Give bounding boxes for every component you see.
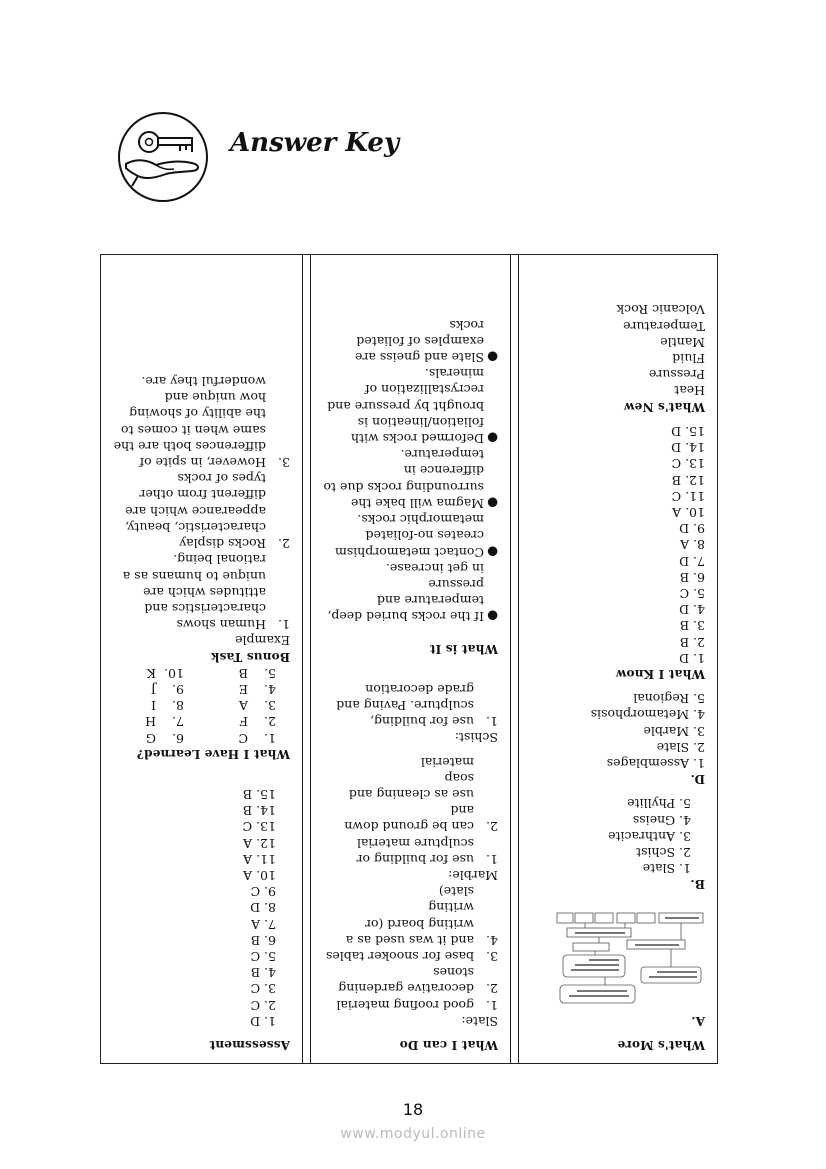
- list-item: Mantle: [660, 334, 705, 350]
- section-a-label: A.: [691, 1013, 705, 1028]
- list-item: 5. C: [250, 948, 276, 964]
- list-item: 2. Schist: [636, 844, 691, 860]
- assessment-heading: Assessment: [209, 1038, 290, 1052]
- what-i-know-heading: What I Know: [615, 666, 705, 681]
- list-item: ● Contact metamorphism creates no-foliated metamorphic rocks.: [334, 512, 498, 560]
- page-number: 18: [402, 1100, 424, 1119]
- column-assessment: [101, 255, 302, 1063]
- list-item: 7. D: [679, 553, 705, 569]
- list-item: 8. D: [250, 900, 276, 916]
- list-item: 1. Assemblages: [606, 755, 705, 771]
- list-item: 11. A: [243, 851, 276, 867]
- list-item: 10. A: [243, 867, 276, 883]
- list-item: 5. Phyllite: [627, 796, 691, 812]
- list-item: 6. B: [679, 569, 705, 585]
- list-item: 4. D: [679, 602, 705, 618]
- list-item: Pressure: [648, 367, 705, 383]
- key-hand-icon: [116, 110, 210, 204]
- marble-label: Marble:: [448, 867, 498, 883]
- watermark: www.modyul.online: [340, 1126, 486, 1142]
- list-item: Volcanic Rock: [616, 302, 705, 318]
- slate-label: Slate:: [461, 1013, 498, 1029]
- list-item: 14. B: [242, 803, 276, 819]
- list-item: 1. Slate: [642, 861, 691, 877]
- list-item: ● Slate and gneiss are examples of foliated rocks: [355, 317, 498, 366]
- bonus-task-heading: Bonus Task: [210, 649, 290, 664]
- list-item: 2. can be ground down and use as cleaning and soap material: [344, 754, 498, 835]
- list-item: ● Deformed rocks with foliation/lineation is brought by pressure and recrystallization of minerals.: [327, 366, 498, 447]
- list-item: Fluid: [672, 351, 705, 367]
- answer-key-table: [100, 254, 718, 1064]
- list-item: 1. use for building, sculpture. Paving and grade decoration: [336, 681, 498, 730]
- list-item: 15. D: [671, 423, 705, 439]
- list-item: 4. Metamorphosis: [590, 707, 705, 723]
- list-item: 3. C: [250, 981, 276, 997]
- list-item: 4. B: [250, 965, 276, 981]
- list-item: 4. Gneiss: [632, 812, 691, 828]
- list-item: 11. C: [671, 488, 705, 504]
- table-row: 5. B 10. K: [146, 665, 276, 681]
- list-item: 3. Anthracite: [608, 828, 691, 844]
- whats-new-heading: What's New: [623, 399, 705, 414]
- section-b-label: B.: [690, 877, 705, 892]
- list-item: 12. A: [243, 835, 276, 851]
- what-i-can-do-heading: What I can Do: [399, 1038, 498, 1052]
- list-item: 13. C: [671, 456, 705, 472]
- section-d-label: D.: [690, 772, 705, 787]
- list-item: 3. Marble: [643, 723, 705, 739]
- list-item: 10. A: [672, 504, 705, 520]
- list-item: 2. Rocks display characteristic, beauty, appearance which are different from other types of rocks: [124, 471, 290, 552]
- list-item: ● Magma will bake the surrounding rocks due to difference in temperature.: [323, 447, 498, 511]
- list-item: 3. base for snooker tables: [325, 948, 498, 964]
- list-item: 2. C: [250, 997, 276, 1013]
- column-whats-more: [517, 255, 717, 1063]
- list-item: 1. D: [679, 650, 705, 666]
- list-item: 5. Regional: [633, 691, 705, 707]
- list-item: 1. use for building or sculpture material: [356, 835, 498, 867]
- column-what-i-can-do: [309, 255, 510, 1063]
- list-item: 2. decorative gardening stones: [338, 965, 498, 997]
- list-item: 9. C: [250, 884, 276, 900]
- list-item: 1. D: [250, 1013, 276, 1029]
- list-item: 1. good roofing material: [336, 997, 498, 1013]
- list-item: 9. D: [679, 521, 705, 537]
- list-item: 2. B: [679, 634, 705, 650]
- list-item: 3. B: [679, 618, 705, 634]
- what-i-have-learned-heading: What I Have Learned?: [136, 746, 290, 761]
- list-item: 5. C: [679, 585, 705, 601]
- list-item: 3. However, in spite of differences both are the same when it comes to the ability of showing how unique and wonderful they are.: [113, 374, 290, 471]
- list-item: 13. C: [242, 819, 276, 835]
- table-row: 4. E 9. J: [150, 681, 276, 697]
- list-item: 1. Human shows characteristics and attitudes which are unique to humans as a rational being.: [122, 552, 290, 633]
- what-is-it-heading: What is It: [429, 641, 498, 656]
- column-divider: [302, 255, 311, 1063]
- table-row: 3. A 8. I: [151, 698, 276, 714]
- example-label: Example: [235, 633, 290, 649]
- list-item: 8. A: [680, 537, 705, 553]
- column-divider: [510, 255, 519, 1063]
- whats-more-heading: What's More: [617, 1038, 705, 1052]
- list-item: 14. D: [671, 440, 705, 456]
- schist-label: Schist:: [454, 730, 498, 746]
- list-item: Temperature: [623, 318, 705, 334]
- table-row: 2. F 7. H: [145, 714, 276, 730]
- list-item: ● If the rocks buried deep, temperature and pressure in get increase.: [327, 560, 498, 625]
- list-item: 4. and it was used as a writing board (or writing slate): [345, 884, 498, 948]
- concept-map-diagram: [555, 903, 705, 1007]
- list-item: Heat: [674, 383, 705, 399]
- list-item: 2. Slate: [656, 739, 705, 755]
- table-row: 1. C 6. G: [146, 730, 276, 746]
- list-item: 12. B: [671, 472, 705, 488]
- answer-key-logo: [116, 110, 210, 204]
- list-item: 7. A: [251, 916, 276, 932]
- list-item: 15. B: [242, 786, 276, 802]
- list-item: 6. B: [250, 932, 276, 948]
- page-title: Answer Key: [230, 128, 400, 158]
